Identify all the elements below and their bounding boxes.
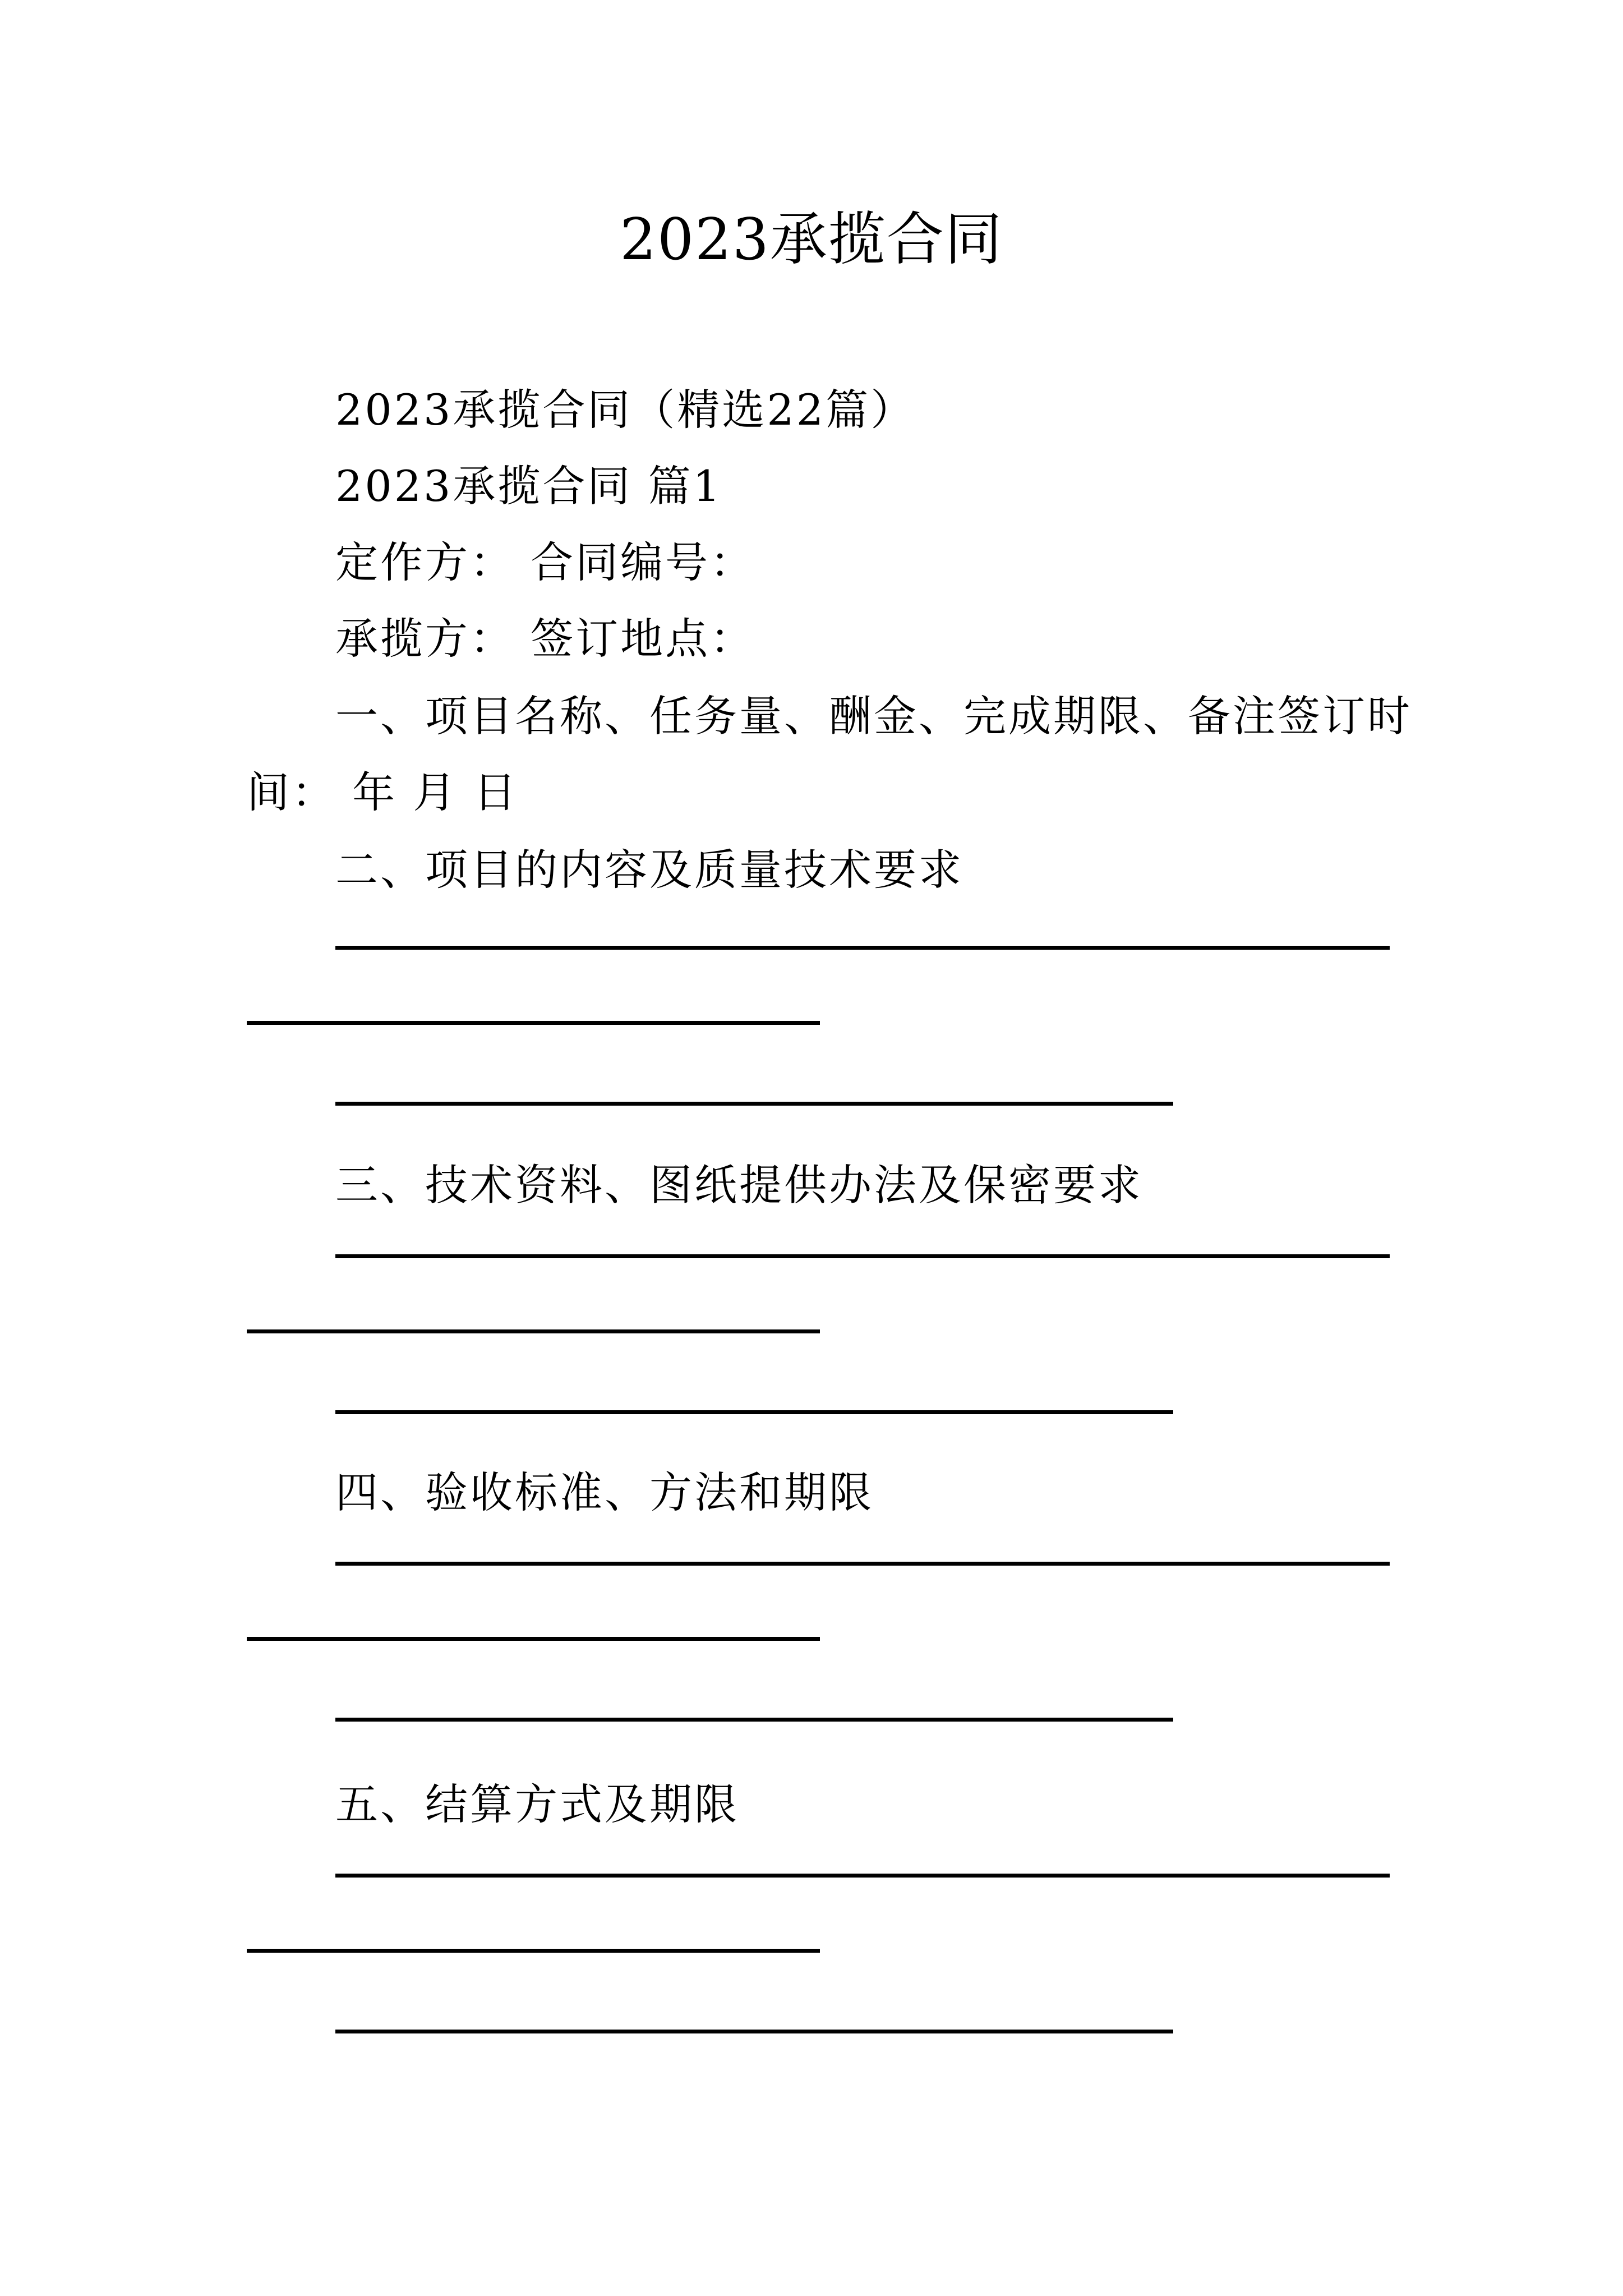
clause-3-heading: 三、技术资料、图纸提供办法及保密要求 [335,1160,1143,1210]
clause-1-continuation: 间： 年 月 日 [247,767,519,817]
fill-in-rule [335,1874,1390,1878]
fill-in-rule [247,1329,820,1333]
fill-in-rule [247,1949,820,1953]
subtitle-line: 2023承揽合同（精选22篇） [335,385,916,435]
fill-in-rule [335,1102,1173,1106]
clause-4-heading: 四、验收标准、方法和期限 [335,1467,874,1517]
document-title: 2023承揽合同 [620,206,1003,273]
fill-in-rule [335,1718,1173,1722]
fill-in-rule [335,946,1390,950]
fill-in-rule [335,1254,1390,1258]
chapter-heading: 2023承揽合同 篇1 [335,461,722,511]
fill-in-rule [335,1562,1390,1566]
party-a-line: 定作方： 合同编号： [335,537,755,587]
clause-2-heading: 二、项目的内容及质量技术要求 [335,845,963,895]
fill-in-rule [335,1410,1173,1414]
clause-5-heading: 五、结算方式及期限 [335,1779,739,1829]
clause-1-heading: 一、项目名称、任务量、酬金、完成期限、备注签订时 [335,691,1412,741]
fill-in-rule [247,1637,820,1641]
fill-in-rule [335,2030,1173,2033]
party-b-line: 承揽方： 签订地点： [335,614,755,664]
fill-in-rule [247,1021,820,1025]
